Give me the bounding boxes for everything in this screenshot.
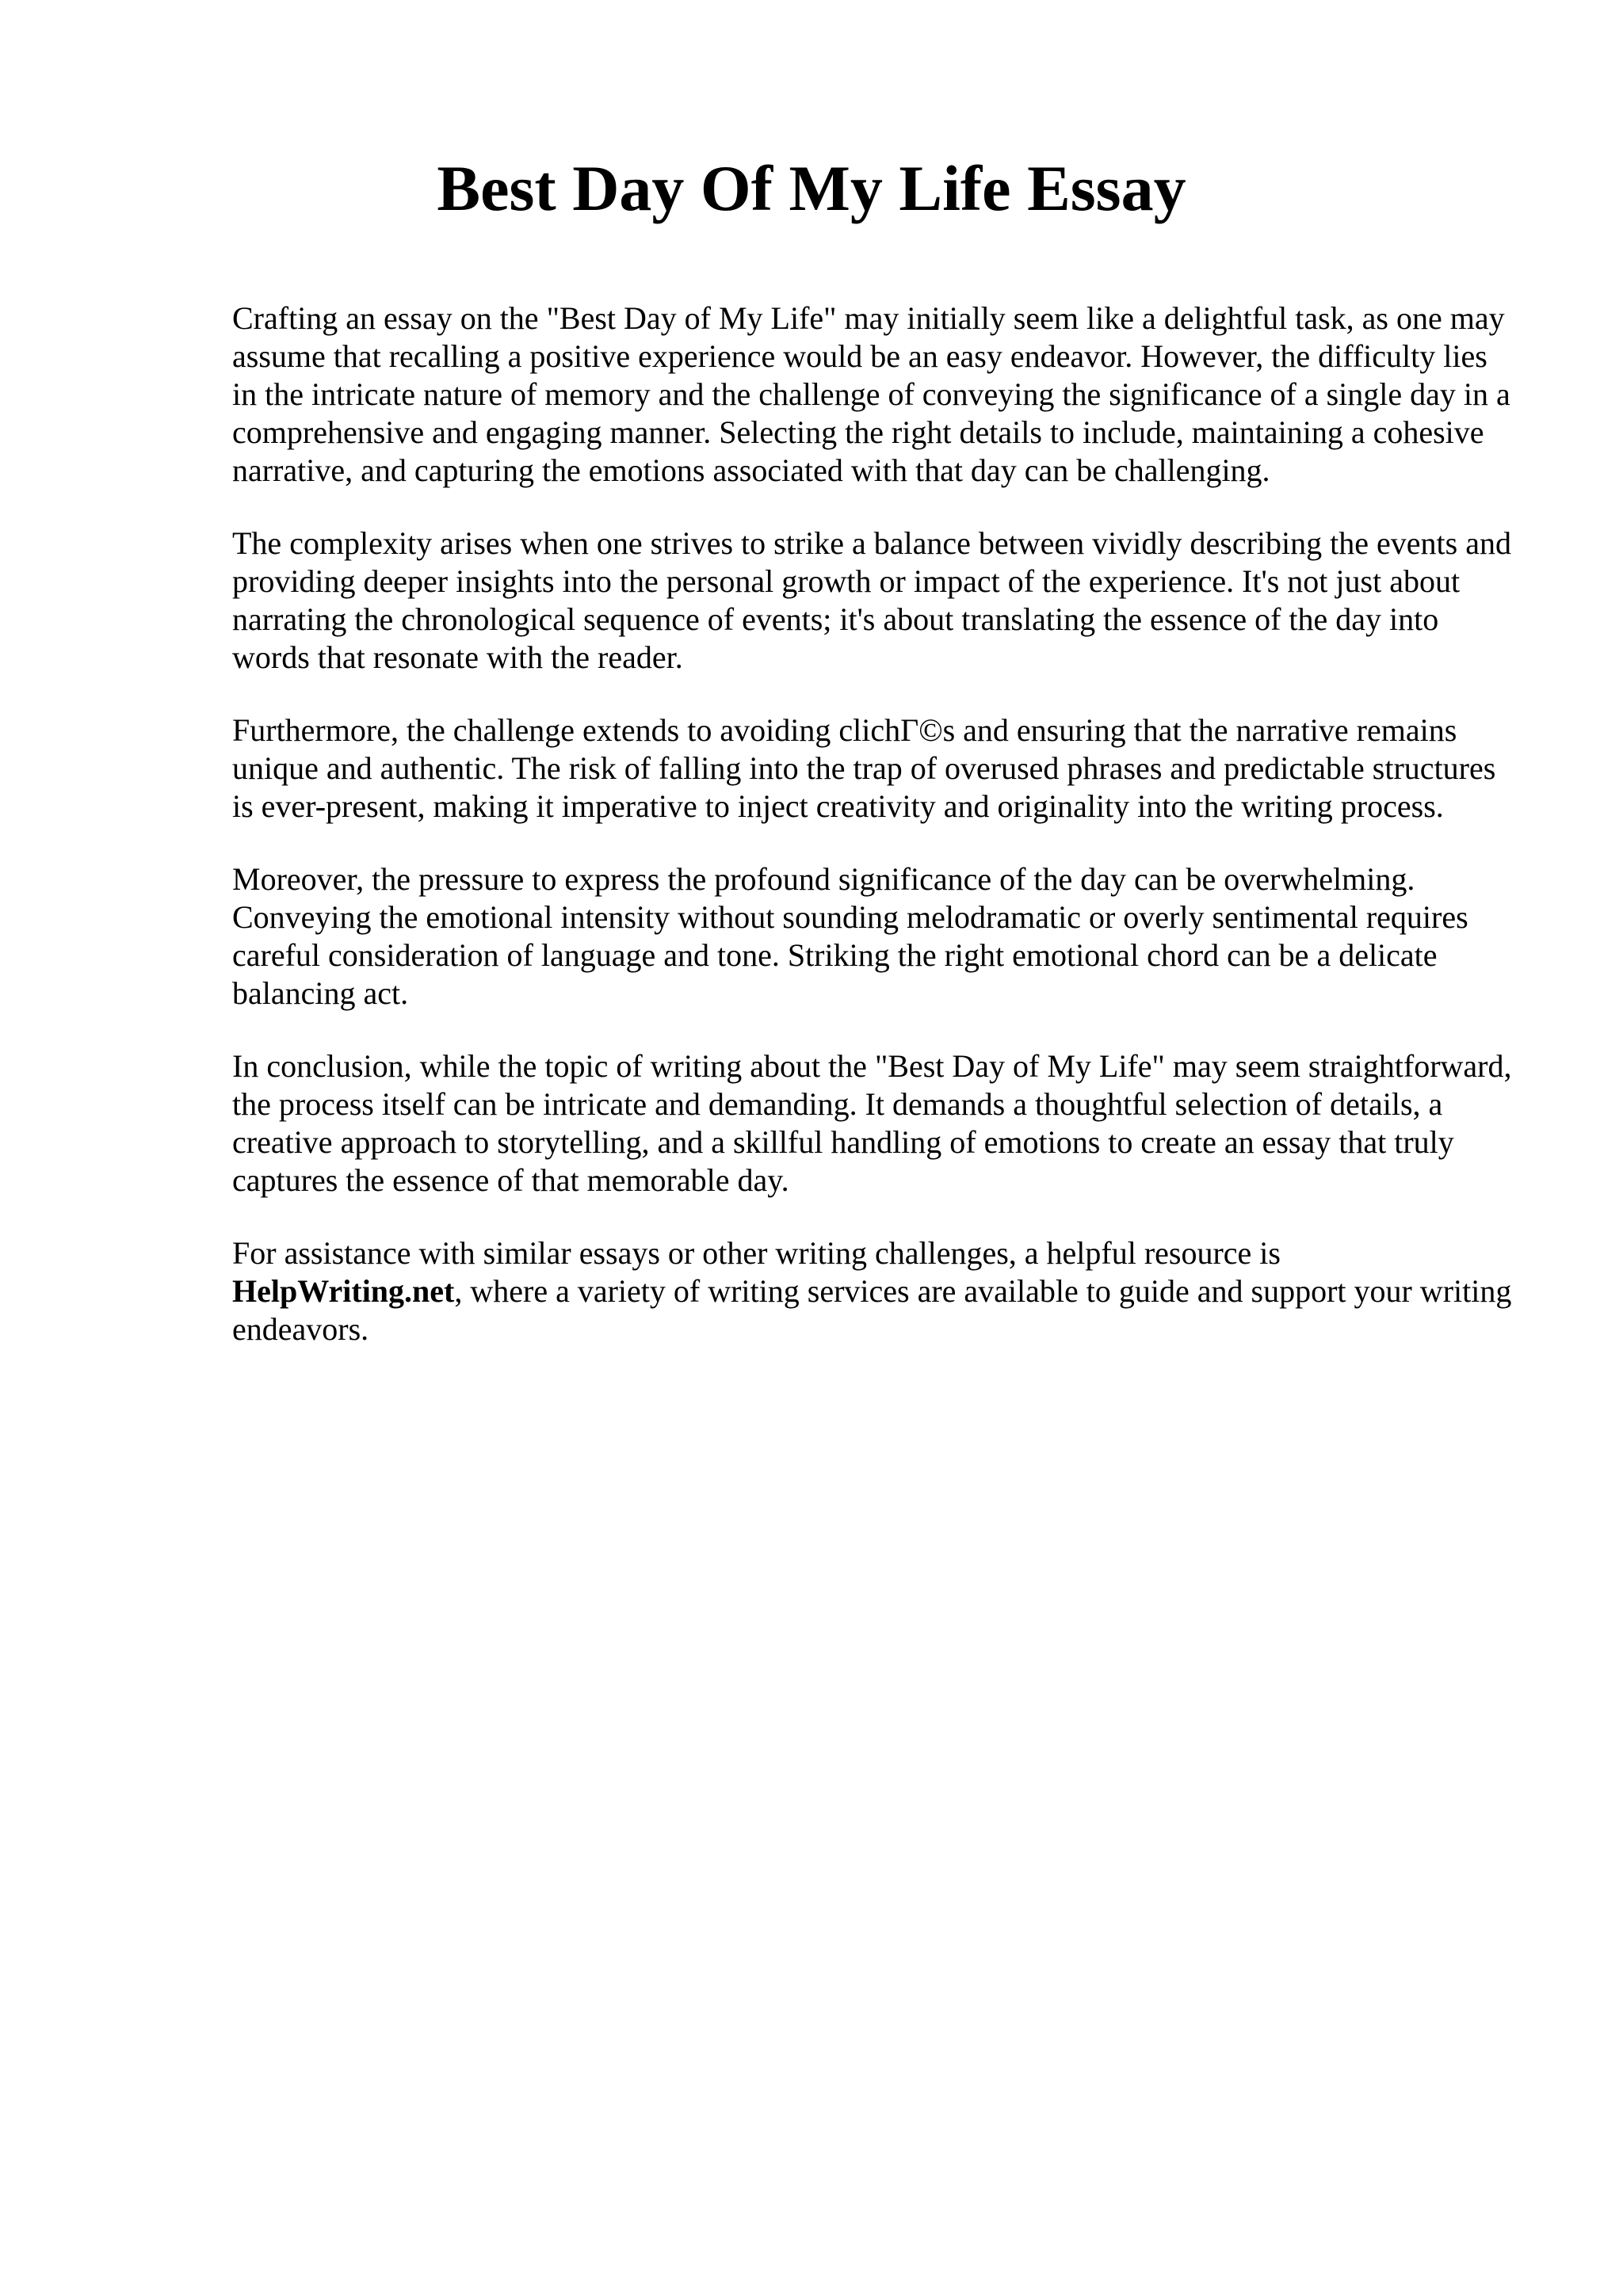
document-title: Best Day Of My Life Essay — [437, 152, 1186, 224]
paragraph-4: Moreover, the pressure to express the profound significance of the day can be overwhelming. Conveying the emotional intensity without sounding melodramatic or overly sentimental requires careful consideration of language and tone. Striking the right emotional chord can be a delicate balancing act. — [232, 861, 1468, 1011]
brand-name: HelpWriting.net — [232, 1273, 455, 1309]
closing-paragraph — [232, 1234, 1518, 1348]
closing-text-before: For assistance with similar essays or other writing challenges, a helpful resource is — [232, 1235, 1281, 1271]
paragraph-5: In conclusion, while the topic of writing about the "Best Day of My Life" may seem straightforward, the process itself can be intricate and demanding. It demands a thoughtful selection of details, a creative approach to storytelling, and a skillful handling of emotions to create an essay that truly captures the essence of that memorable day. — [232, 1048, 1512, 1198]
closing-text-after: , where a variety of writing services are available to guide and support your writing endeavors. — [232, 1273, 1512, 1347]
paragraph-2: The complexity arises when one strives to strike a balance between vividly describing the events and providing deeper insights into the personal growth or impact of the experience. It's not just about narrating the chronological sequence of events; it's about translating the essence of the day into words that resonate with the reader. — [232, 525, 1511, 675]
paragraph-3: Furthermore, the challenge extends to avoiding clichΓ©s and ensuring that the narrative remains unique and authentic. The risk of falling into the trap of overused phrases and predictable structures is ever-present, making it imperative to inject creativity and originality into the writing process. — [232, 712, 1496, 824]
document-body — [232, 299, 1518, 1383]
paragraph-1: Crafting an essay on the "Best Day of My Life" may initially seem like a delightful task, as one may assume that recalling a positive experience would be an easy endeavor. However, the difficulty lies in the intricate nature of memory and the challenge of conveying the significance of a single day in a comprehensive and engaging manner. Selecting the right details to include, maintaining a cohesive narrative, and capturing the emotions associated with that day can be challenging. — [232, 300, 1510, 488]
